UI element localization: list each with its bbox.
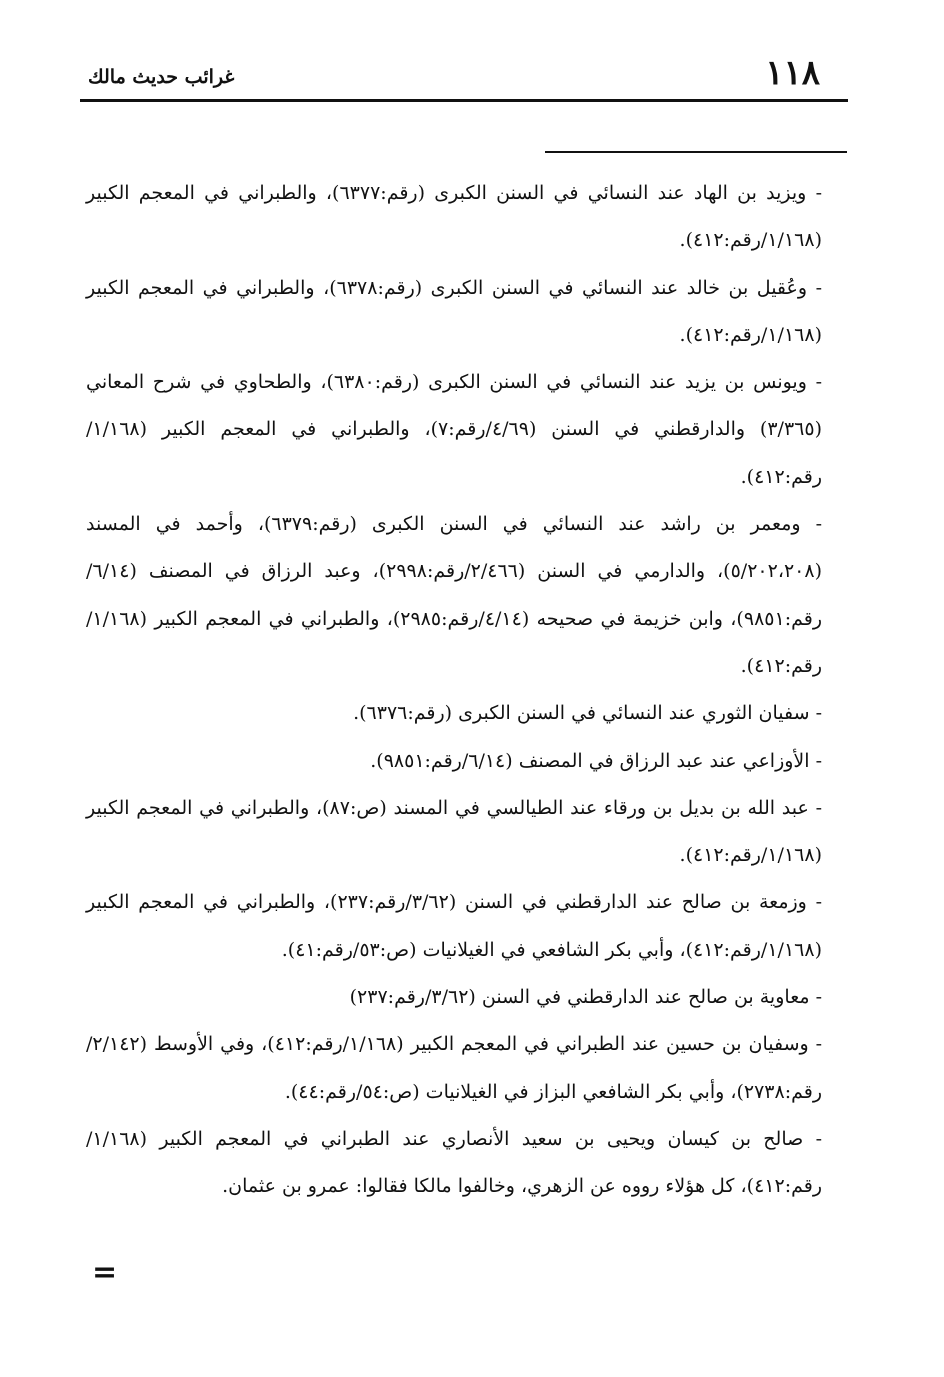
page-header	[80, 50, 848, 100]
entry-yunus-ibn-yazid: - ويونس بن يزيد عند النسائي في السنن الكبرى (رقم:٦٣٨٠)، والطحاوي في شرح المعاني (٣/٣٦٥) والدارقطني في السنن (٤/٦٩/رقم:٧)، والطبراني في المعجم الكبير (١/١٦٨/رقم:٤١٢).	[86, 371, 822, 488]
running-title: غرائب حديث مالك	[88, 66, 235, 88]
footnote-rule	[545, 151, 847, 153]
entry-sufyan-ibn-husayn: - وسفيان بن حسين عند الطبراني في المعجم الكبير (١/١٦٨/رقم:٤١٢)، وفي الأوسط (٢/١٤٢/رقم:٢٧٣٨)، وأبي بكر الشافعي البزاز في الغيلانيات (ص:٥٤/رقم:٤٤).	[86, 1033, 823, 1103]
end-mark: =	[92, 1255, 118, 1290]
entry-zamah-ibn-salih: - وزمعة بن صالح عند الدارقطني في السنن (٣/٦٢/رقم:٢٣٧)، والطبراني في المعجم الكبير (١/١٦٨/رقم:٤١٢)، وأبي بكر الشافعي في الغيلانيات (ص:٥٣/رقم:٤١).	[86, 891, 823, 961]
entry-muawiya-ibn-salih: - معاوية بن صالح عند الدارقطني في السنن (٣/٦٢/رقم:٢٣٧)	[349, 986, 822, 1009]
entry-sufyan-althawri: - سفيان الثوري عند النسائي في السنن الكبرى (رقم:٦٣٧٦).	[353, 702, 822, 725]
entry-mamar-ibn-rashid: - ومعمر بن راشد عند النسائي في السنن الكبرى (رقم:٦٣٧٩)، وأحمد في المسند (٥/٢٠٢،٢٠٨)، والدارمي في السنن (٢/٤٦٦/رقم:٢٩٩٨)، وعبد الرزاق في المصنف (٦/١٤/رقم:٩٨٥١)، وابن خزيمة في صحيحه (٤/١٤/رقم:٢٩٨٥)، والطبراني في المعجم الكبير (١/١٦٨/رقم:٤١٢).	[86, 513, 822, 677]
entry-abdullah-ibn-budayl: - عبد الله بن بديل بن ورقاء عند الطيالسي في المسند (ص:٨٧)، والطبراني في المعجم الكبير (١/١٦٨/رقم:٤١٢).	[86, 796, 822, 867]
entry-yazid-ibn-alhad: - ويزيد بن الهاد عند النسائي في السنن الكبرى (رقم:٦٣٧٧)، والطبراني في المعجم الكبير (١/١٦٨/رقم:٤١٢).	[86, 182, 822, 252]
footnote-body	[86, 170, 822, 1211]
page-number: ١١٨	[765, 53, 820, 93]
entry-alawzai: - الأوزاعي عند عبد الرزاق في المصنف (٦/١٤/رقم:٩٨٥١).	[370, 749, 822, 772]
entry-salih-ibn-kaysan: - صالح بن كيسان ويحيى بن سعيد الأنصاري عند الطبراني في المعجم الكبير (١/١٦٨/رقم:٤١٢)، كل هؤلاء رووه عن الزهري، وخالفوا مالكا فقالوا: عمرو بن عثمان.	[86, 1127, 822, 1198]
entry-uqayl-ibn-khalid: - وعُقيل بن خالد عند النسائي في السنن الكبرى (رقم:٦٣٧٨)، والطبراني في المعجم الكبير (١/١٦٨/رقم:٤١٢).	[86, 276, 822, 346]
header-rule	[80, 99, 848, 102]
